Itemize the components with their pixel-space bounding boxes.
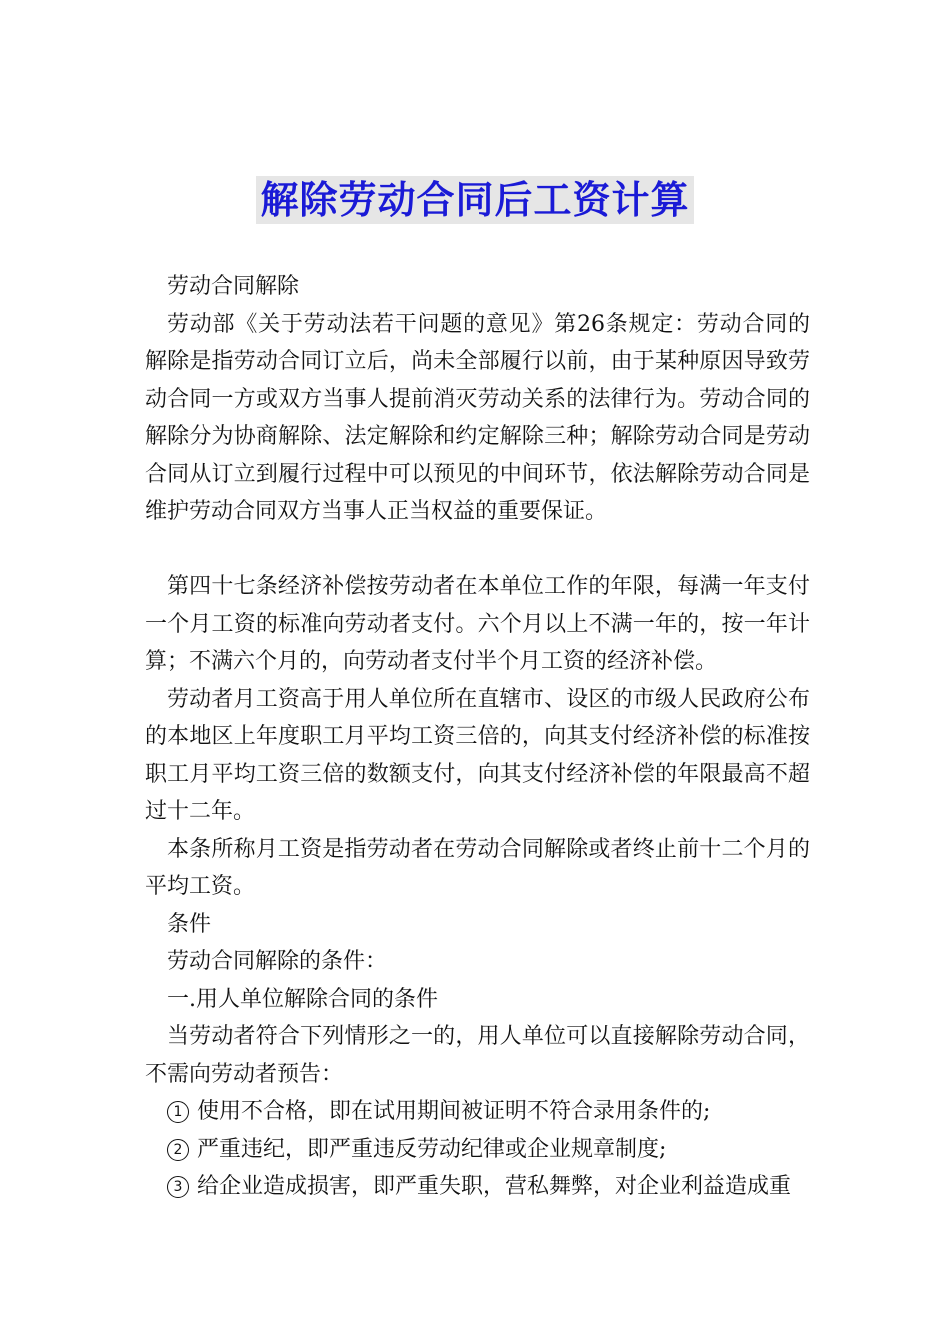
paragraph-spacer <box>145 531 810 569</box>
circled-number-icon: 1 <box>167 1101 189 1123</box>
paragraph-monthly-wage: 本条所称月工资是指劳动者在劳动合同解除或者终止前十二个月的平均工资。 <box>145 836 810 899</box>
circled-number-icon: 2 <box>167 1139 189 1161</box>
list-item-text: 给企业造成损害，即严重失职，营私舞弊，对企业利益造成重 <box>197 1174 792 1199</box>
list-item <box>145 1093 810 1131</box>
paragraph-conditions-heading: 条件 <box>167 911 212 937</box>
paragraph-employer-conditions: 一.用人单位解除合同的条件 <box>167 986 438 1012</box>
document-body <box>145 268 810 1206</box>
paragraph-article-47: 第四十七条经济补偿按劳动者在本单位工作的年限，每满一年支付一个月工资的标准向劳动者支付。六个月以上不满一年的，按一年计算；不满六个月的，向劳动者支付半个月工资的经济补偿。 <box>145 574 810 674</box>
paragraph-conditions-intro: 劳动合同解除的条件： <box>167 949 388 974</box>
list-item <box>145 1168 810 1206</box>
paragraph-definition: 劳动部《关于劳动法若干问题的意见》第26条规定：劳动合同的解除是指劳动合同订立后，尚未全部履行以前，由于某种原因导致劳动合同一方或双方当事人提前消灭劳动关系的法律行为。劳动合同的解除分为协商解除、法定解除和约定解除三种；解除劳动合同是劳动合同从订立到履行过程中可以预见的中间环节，依法解除劳动合同是维护劳动合同双方当事人正当权益的重要保证。 <box>145 311 810 524</box>
list-item-text: 使用不合格，即在试用期间被证明不符合录用条件的; <box>197 1099 711 1124</box>
paragraph-direct-termination: 当劳动者符合下列情形之一的，用人单位可以直接解除劳动合同，不需向劳动者预告： <box>145 1024 810 1087</box>
document-title: 解除劳动合同后工资计算 <box>256 176 693 224</box>
paragraph-heading-termination: 劳动合同解除 <box>167 274 300 299</box>
circled-number-icon: 3 <box>167 1176 189 1198</box>
title-container <box>0 176 950 224</box>
paragraph-high-wage: 劳动者月工资高于用人单位所在直辖市、设区的市级人民政府公布的本地区上年度职工月平均工资三倍的，向其支付经济补偿的标准按职工月平均工资三倍的数额支付，向其支付经济补偿的年限最高不超过十二年。 <box>145 686 810 824</box>
list-item-text: 严重违纪，即严重违反劳动纪律或企业规章制度; <box>197 1136 667 1162</box>
list-item <box>145 1131 810 1169</box>
